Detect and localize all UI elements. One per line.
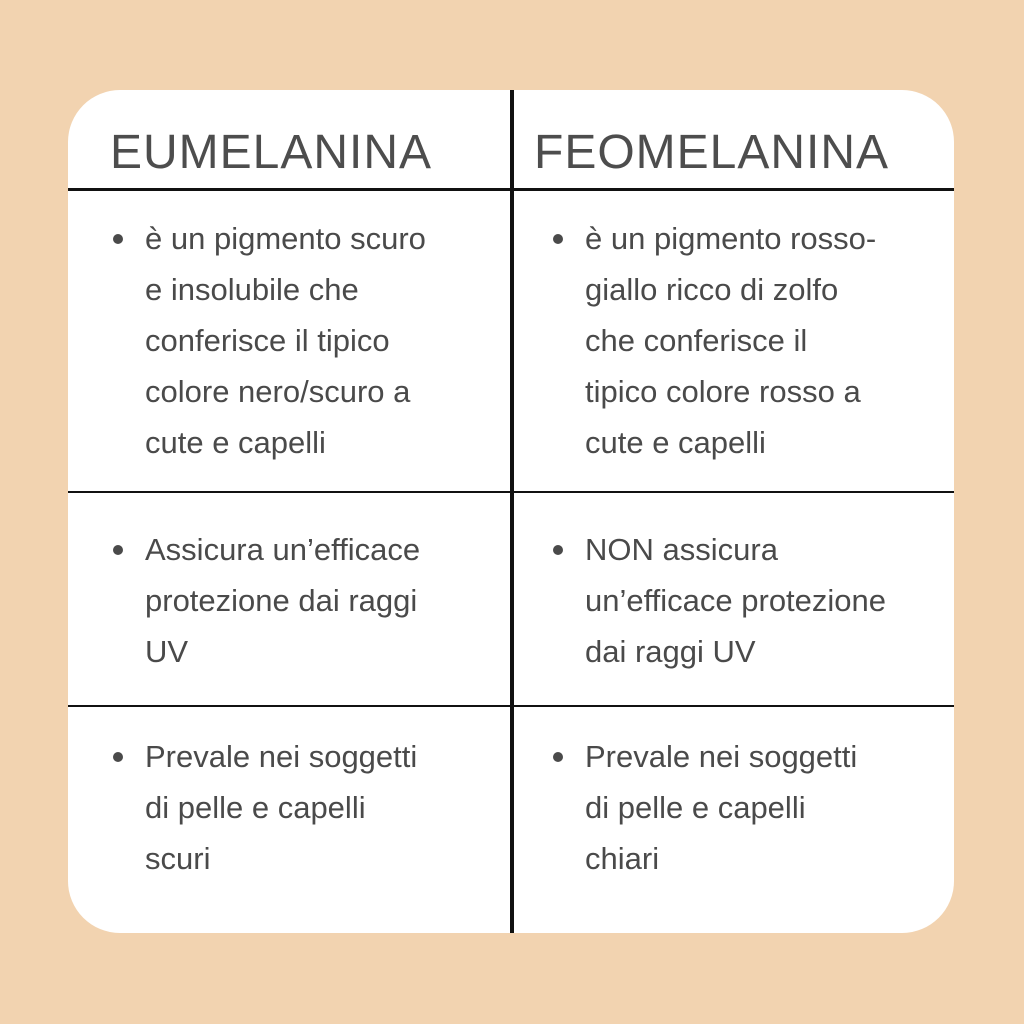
header-feomelanina: FEOMELANINA xyxy=(534,126,890,179)
bullet-icon xyxy=(113,752,123,762)
bullet-icon xyxy=(553,234,563,244)
comparison-table xyxy=(68,90,954,933)
cell-eumelanina-prevalence xyxy=(113,731,503,884)
cell-feomelanina-uv-protection xyxy=(553,524,945,677)
row-divider-2 xyxy=(68,705,954,707)
cell-feomelanina-prevalence xyxy=(553,731,945,884)
cell-text: è un pigmento rosso- giallo ricco di zolfo che conferisce il tipico colore rosso a cute e capelli xyxy=(585,221,877,460)
cell-text: Assicura un’efficace protezione dai raggi UV xyxy=(145,532,421,669)
cell-eumelanina-uv-protection xyxy=(113,524,503,677)
cell-text: Prevale nei soggetti di pelle e capelli chiari xyxy=(585,739,858,876)
bullet-icon xyxy=(113,234,123,244)
header-eumelanina: EUMELANINA xyxy=(110,126,433,179)
cell-eumelanina-description xyxy=(113,213,503,468)
cell-text: Prevale nei soggetti di pelle e capelli scuri xyxy=(145,739,418,876)
cell-text: è un pigmento scuro e insolubile che conferisce il tipico colore nero/scuro a cute e capelli xyxy=(145,221,426,460)
bullet-icon xyxy=(553,752,563,762)
cell-text: NON assicura un’efficace protezione dai raggi UV xyxy=(585,532,887,669)
cell-feomelanina-description xyxy=(553,213,945,468)
bullet-icon xyxy=(113,545,123,555)
row-divider-1 xyxy=(68,491,954,493)
header-divider xyxy=(68,188,954,191)
column-divider xyxy=(510,90,514,933)
bullet-icon xyxy=(553,545,563,555)
